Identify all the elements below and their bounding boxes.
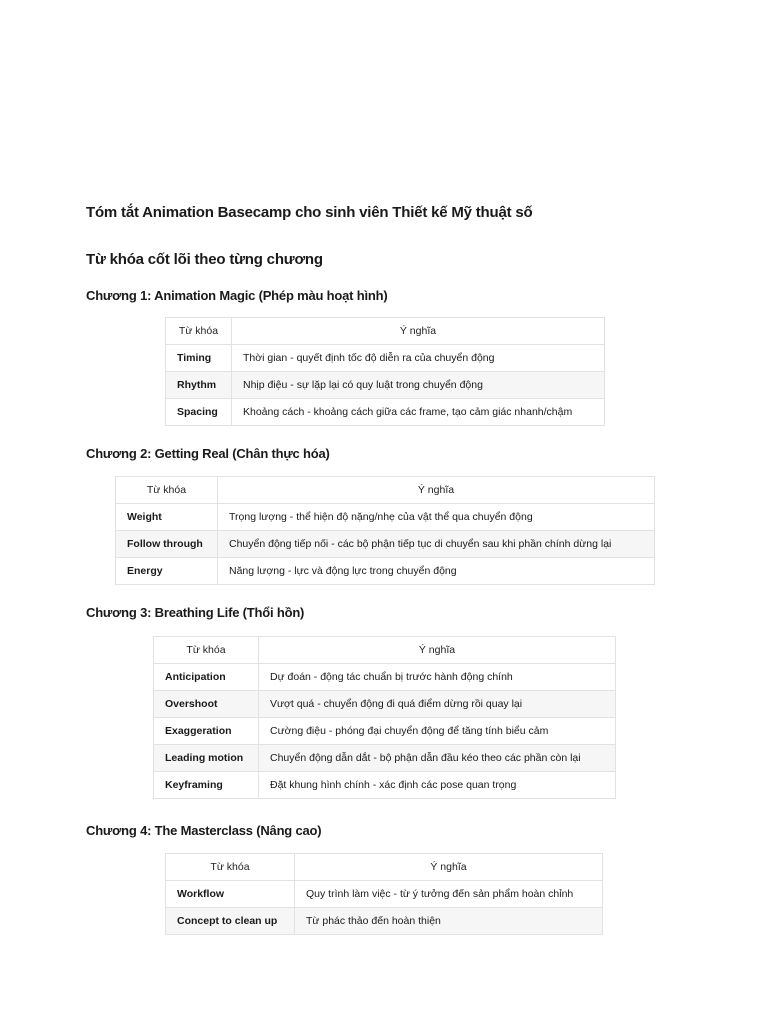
chapter-2-table bbox=[115, 476, 655, 585]
keyword-cell: Concept to clean up bbox=[166, 908, 295, 935]
meaning-cell: Khoảng cách - khoảng cách giữa các frame, tạo cảm giác nhanh/chậm bbox=[232, 399, 605, 426]
keyword-cell: Timing bbox=[166, 345, 232, 372]
chapter-1-table bbox=[165, 317, 605, 426]
keyword-cell: Weight bbox=[116, 504, 218, 531]
meaning-cell: Nhịp điệu - sự lặp lại có quy luật trong chuyển động bbox=[232, 372, 605, 399]
keyword-cell: Spacing bbox=[166, 399, 232, 426]
meaning-cell: Chuyển động dẫn dắt - bộ phận dẫn đầu kéo theo các phần còn lại bbox=[259, 745, 616, 772]
meaning-column-header: Ý nghĩa bbox=[232, 318, 605, 345]
table-row bbox=[166, 345, 605, 372]
chapter-3-table bbox=[153, 636, 616, 799]
table-row bbox=[154, 691, 616, 718]
table-row bbox=[116, 558, 655, 585]
table-header-row bbox=[116, 477, 655, 504]
keyword-cell: Workflow bbox=[166, 881, 295, 908]
chapter-1-title: Chương 1: Animation Magic (Phép màu hoạt hình) bbox=[86, 288, 388, 303]
meaning-cell: Trọng lượng - thể hiện độ nặng/nhẹ của vật thể qua chuyển động bbox=[218, 504, 655, 531]
keyword-cell: Overshoot bbox=[154, 691, 259, 718]
meaning-cell: Vượt quá - chuyển động đi quá điểm dừng rồi quay lại bbox=[259, 691, 616, 718]
chapter-2-title: Chương 2: Getting Real (Chân thực hóa) bbox=[86, 446, 330, 461]
keyword-cell: Keyframing bbox=[154, 772, 259, 799]
table-row bbox=[166, 372, 605, 399]
keyword-cell: Leading motion bbox=[154, 745, 259, 772]
chapter-3-title: Chương 3: Breathing Life (Thổi hồn) bbox=[86, 605, 305, 620]
table-header-row bbox=[154, 637, 616, 664]
table-row bbox=[154, 664, 616, 691]
document-title: Tóm tắt Animation Basecamp cho sinh viên Thiết kế Mỹ thuật số bbox=[86, 204, 533, 221]
table-row bbox=[166, 908, 603, 935]
table-row bbox=[116, 504, 655, 531]
meaning-cell: Thời gian - quyết định tốc độ diễn ra của chuyển động bbox=[232, 345, 605, 372]
keyword-cell: Exaggeration bbox=[154, 718, 259, 745]
keyword-column-header: Từ khóa bbox=[166, 854, 295, 881]
meaning-column-header: Ý nghĩa bbox=[259, 637, 616, 664]
keyword-cell: Energy bbox=[116, 558, 218, 585]
keyword-column-header: Từ khóa bbox=[154, 637, 259, 664]
table-row bbox=[166, 881, 603, 908]
keyword-cell: Follow through bbox=[116, 531, 218, 558]
keyword-cell: Rhythm bbox=[166, 372, 232, 399]
keyword-cell: Anticipation bbox=[154, 664, 259, 691]
section-title: Từ khóa cốt lõi theo từng chương bbox=[86, 251, 323, 268]
table-row bbox=[154, 772, 616, 799]
table-row bbox=[154, 718, 616, 745]
table-header-row bbox=[166, 854, 603, 881]
meaning-column-header: Ý nghĩa bbox=[295, 854, 603, 881]
keyword-column-header: Từ khóa bbox=[116, 477, 218, 504]
meaning-cell: Dự đoán - động tác chuẩn bị trước hành động chính bbox=[259, 664, 616, 691]
meaning-cell: Chuyển động tiếp nối - các bộ phận tiếp tục di chuyển sau khi phần chính dừng lại bbox=[218, 531, 655, 558]
table-row bbox=[166, 399, 605, 426]
meaning-cell: Năng lượng - lực và động lực trong chuyển động bbox=[218, 558, 655, 585]
chapter-4-title: Chương 4: The Masterclass (Nâng cao) bbox=[86, 823, 322, 838]
chapter-4-table bbox=[165, 853, 603, 935]
meaning-cell: Từ phác thảo đến hoàn thiện bbox=[295, 908, 603, 935]
meaning-cell: Đặt khung hình chính - xác định các pose quan trọng bbox=[259, 772, 616, 799]
meaning-cell: Quy trình làm việc - từ ý tưởng đến sản phẩm hoàn chỉnh bbox=[295, 881, 603, 908]
table-row bbox=[116, 531, 655, 558]
table-row bbox=[154, 745, 616, 772]
keyword-column-header: Từ khóa bbox=[166, 318, 232, 345]
meaning-column-header: Ý nghĩa bbox=[218, 477, 655, 504]
meaning-cell: Cường điệu - phóng đại chuyển động để tăng tính biểu cảm bbox=[259, 718, 616, 745]
table-header-row bbox=[166, 318, 605, 345]
